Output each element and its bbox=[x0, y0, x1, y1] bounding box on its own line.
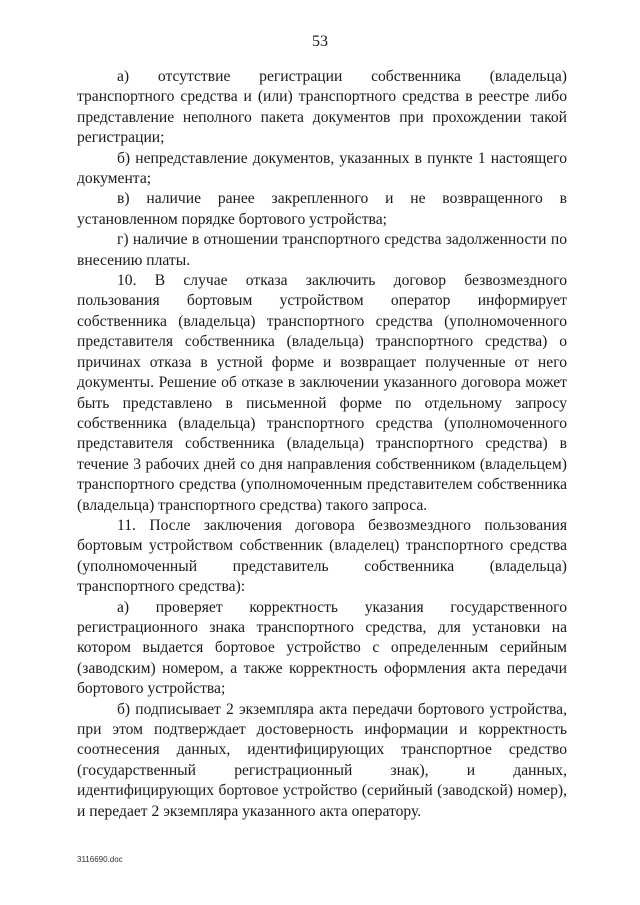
paragraph-11b-signs: б) подписывает 2 экземпляра акта передачи бортового устройства, при этом подтверждает достоверность информации и корректность соотнесения данных, идентифицирующих транспортное средство (государственный регистрационный знак), и данных, идентифицирующих бортовое устройство (серийный (заводской) номер), и передает 2 экземпляра указанного акта оператору. bbox=[77, 700, 567, 820]
paragraph-a-absence-of-registration: а) отсутствие регистрации собственника (владельца) транспортного средства и (или) транспортного средства в реестре либо представление неполного пакета документов при прохождении такой регистрации; bbox=[77, 68, 567, 147]
document-body bbox=[77, 67, 567, 822]
paragraph-10-refusal: 10. В случае отказа заключить договор безвозмездного пользования бортовым устройством оператор информирует собственника (владельца) транспортного средства (уполномоченного представителя собственника (владельца) транспортного средства) о причинах отказа в устной форме и возвращает полученные от него документы. Решение об отказе в заключении указанного договора может быть представлено в письменной форме по отдельному запросу собственника (владельца) транспортного средства (уполномоченного представителя собственника (владельца) транспортного средства) в течение 3 рабочих дней со дня направления собственником (владельцем) транспортного средства (уполномоченным представителем собственника (владельца) транспортного средства) такого запроса. bbox=[77, 272, 567, 514]
paragraph-v-unreturned-device: в) наличие ранее закрепленного и не возвращенного в установленном порядке бортового устройства; bbox=[77, 190, 567, 228]
paragraph-g-payment-debt: г) наличие в отношении транспортного средства задолженности по внесению платы. bbox=[77, 231, 567, 269]
page-number: 53 bbox=[312, 33, 328, 50]
paragraph-b-missing-documents: б) непредставление документов, указанных в пункте 1 настоящего документа; bbox=[77, 149, 567, 188]
paragraph-11-after-contract: 11. После заключения договора безвозмездного пользования бортовым устройством собственник (владелец) транспортного средства (уполномоченный представитель собственника (владельца) транспортного средства): bbox=[77, 516, 567, 596]
footer-document-code: 3116690.doc bbox=[77, 855, 123, 864]
paragraph-11a-checks: а) проверяет корректность указания государственного регистрационного знака транспортного средства, для установки на котором выдается бортовое устройство с определенным серийным (заводским) номером, а также корректность оформления акта передачи бортового устройства; bbox=[77, 598, 567, 698]
